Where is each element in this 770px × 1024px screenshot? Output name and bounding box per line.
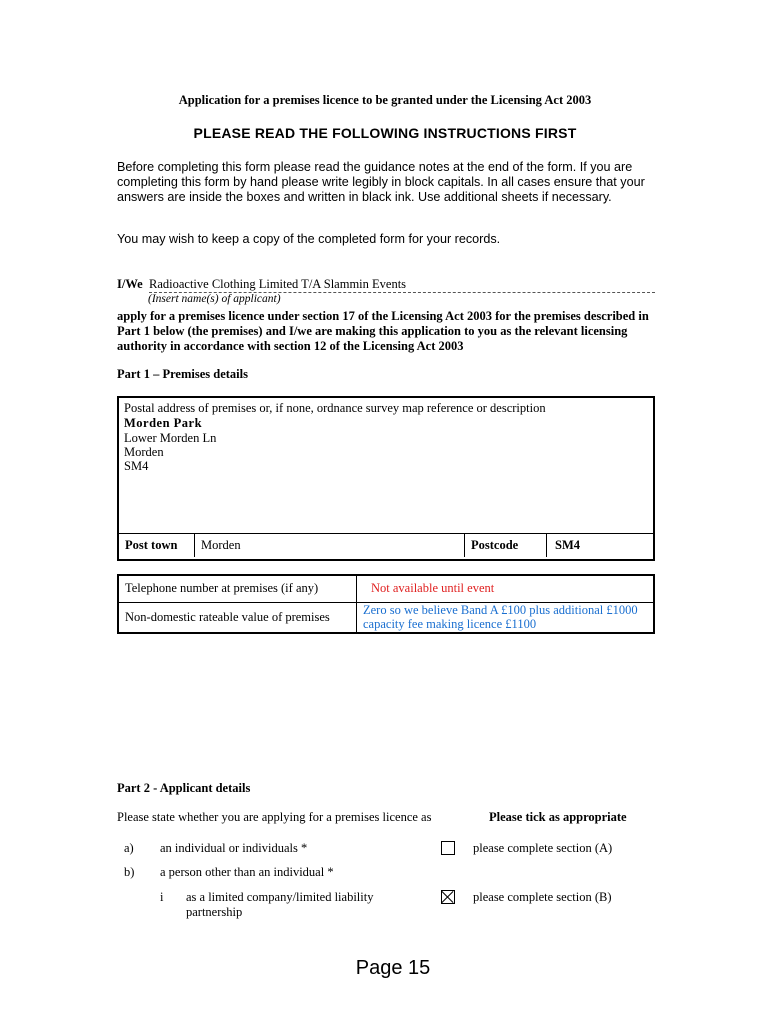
option-marker-b: b): [124, 865, 135, 879]
address-line-4: SM4: [124, 459, 149, 473]
telephone-field[interactable]: Not available until event: [357, 575, 655, 602]
address-line-1: Morden Park: [124, 416, 203, 430]
option-limited-company-label: as a limited company/limited liability partnership: [186, 890, 374, 919]
post-town-field[interactable]: Morden: [201, 538, 241, 552]
divider: [194, 533, 195, 557]
section-a-note: please complete section (A): [473, 841, 613, 855]
option-other-person-label: a person other than an individual *: [160, 865, 334, 879]
option-individual-label: an individual or individuals *: [160, 841, 308, 855]
address-line-3: Morden: [124, 445, 164, 459]
divider: [546, 533, 547, 557]
form-title: Application for a premises licence to be granted under the Licensing Act 2003: [178, 93, 592, 107]
rateable-value-label: Non-domestic rateable value of premises: [118, 602, 357, 633]
page-number: Page 15: [355, 957, 431, 979]
application-statement: apply for a premises licence under section 17 of the Licensing Act 2003 for the premises described in Part 1 below (the premises) and I/we are making this application to you as the relevant licensing authority in accordance with section 12 of the Licensing Act 2003: [117, 309, 649, 353]
telephone-label: Telephone number at premises (if any): [118, 575, 357, 602]
address-label: Postal address of premises or, if none, ordnance survey map reference or description: [124, 401, 546, 415]
option-marker-a: a): [124, 841, 134, 855]
applicant-label: I/We: [117, 277, 143, 291]
address-line-2: Lower Morden Ln: [124, 431, 217, 445]
limited-company-checkbox-checked[interactable]: [441, 890, 455, 904]
divider: [464, 533, 465, 557]
postcode-field[interactable]: SM4: [555, 538, 580, 552]
section-b-note: please complete section (B): [473, 890, 612, 904]
part2-heading: Part 2 - Applicant details: [117, 781, 251, 795]
rateable-value-field[interactable]: Zero so we believe Band A £100 plus additional £1000 capacity fee making licence £1100: [357, 602, 655, 633]
applicant-name-field[interactable]: Radioactive Clothing Limited T/A Slammin Events: [149, 277, 407, 291]
records-note: You may wish to keep a copy of the completed form for your records.: [117, 232, 501, 246]
individual-checkbox[interactable]: [441, 841, 455, 855]
applicant-type-question: Please state whether you are applying for a premises licence as: [117, 810, 432, 824]
applicant-name-hint: (Insert name(s) of applicant): [148, 293, 281, 305]
post-town-label: Post town: [125, 538, 178, 552]
postcode-label: Postcode: [471, 538, 519, 552]
tick-heading: Please tick as appropriate: [489, 810, 627, 824]
part1-heading: Part 1 – Premises details: [117, 367, 248, 381]
instructions-paragraph: Before completing this form please read the guidance notes at the end of the form. If you are completing this form by hand please write legibly in block capitals. In all cases ensure that your answers are inside the boxes and written in black ink. Use additional sheets if necessary.: [117, 160, 645, 204]
option-marker-i: i: [160, 890, 164, 904]
premises-details-table: [117, 574, 655, 634]
instructions-heading: PLEASE READ THE FOLLOWING INSTRUCTIONS FIRST: [193, 125, 577, 141]
